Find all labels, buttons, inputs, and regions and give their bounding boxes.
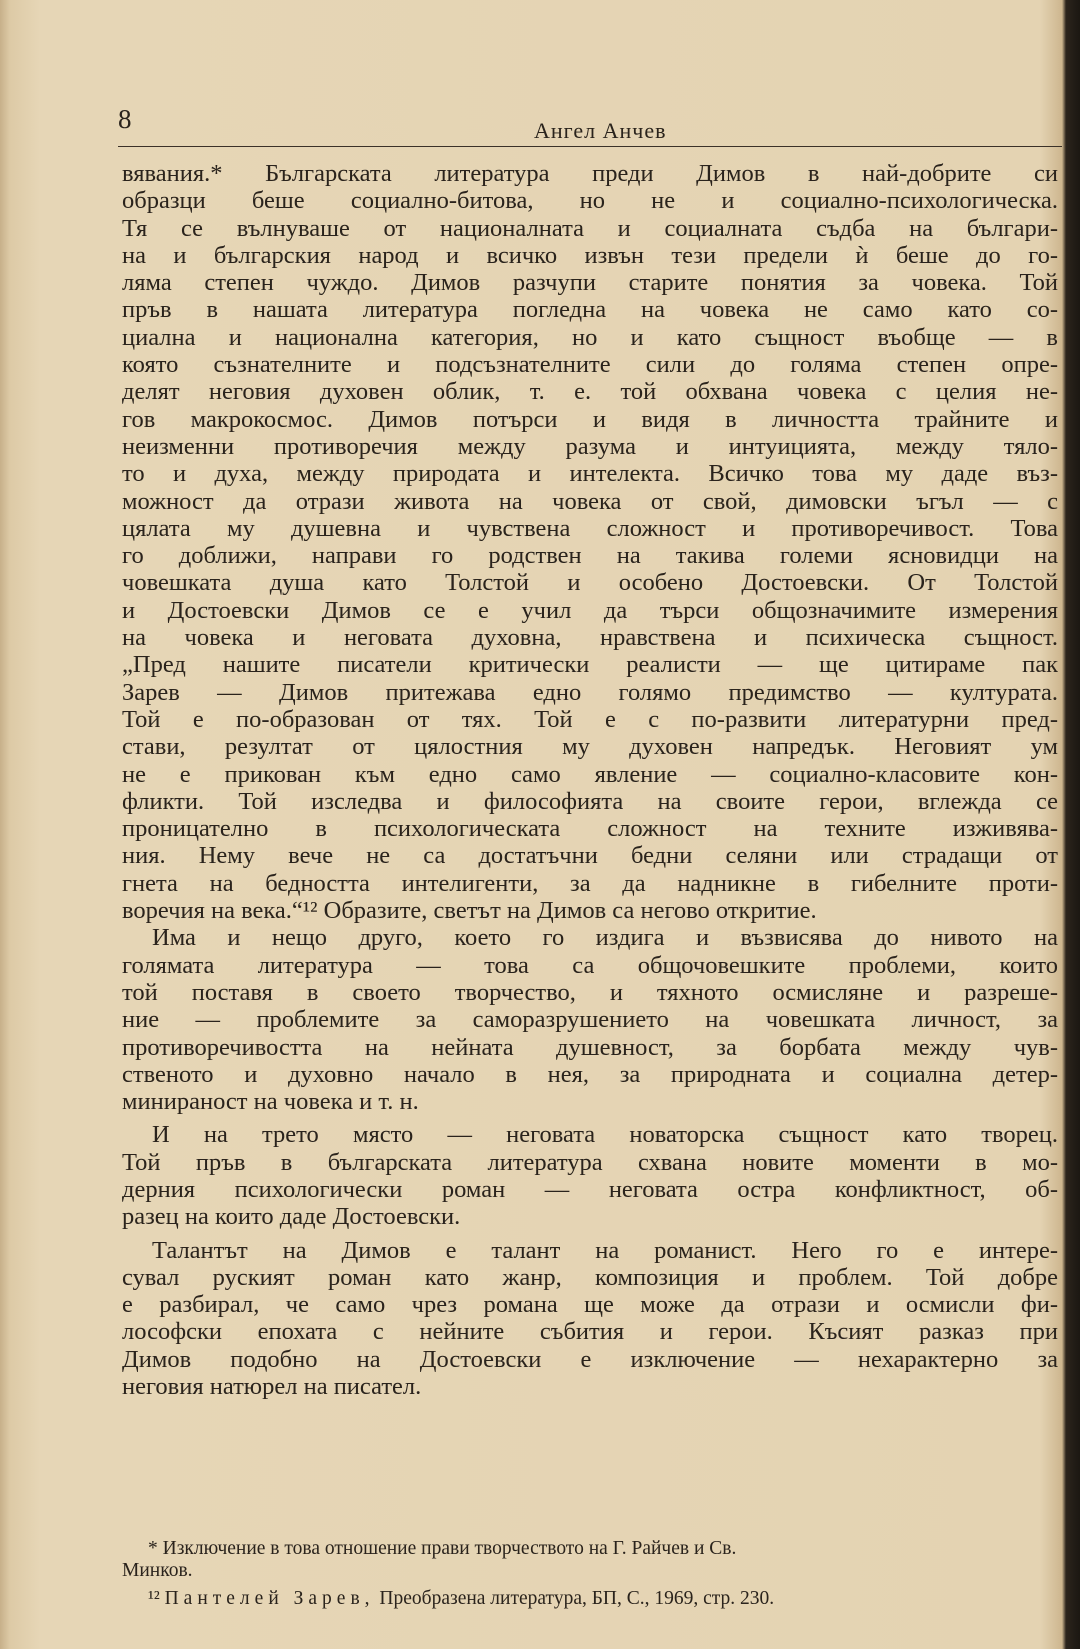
text-line: можност да отрази живота на човека от свой, димовски ъгъл — с [122,487,1058,515]
text-line: ние — проблемите за саморазрушението на човешката личност, за [122,1006,1058,1034]
text-line: гов макрокосмос. Димов потърси и видя в личността трайните и [122,405,1058,433]
text-line: неговия натюрел на писател. [122,1373,422,1401]
footnote-marker: ¹² [148,1588,160,1609]
text-line: Зарев — Димов притежава едно голямо предимство — културата. [122,678,1058,706]
footnote-12 [122,1588,1058,1610]
text-line: Талантът на Димов е талант на романист. Него го е интере- [152,1236,1058,1264]
text-line: която съзнателните и подсъзнателните сили до голяма степен опре- [122,351,1058,379]
text-line: ляма степен чуждо. Димов разчупи старите понятия за човека. Той [122,269,1058,297]
text-line: стави, резултат от цялостния му духовен напредък. Неговият ум [122,733,1058,761]
footnote-1-continued: Минков. [122,1560,193,1581]
text-line: той поставя в своето творчество, и тяхното осмисляне и разреше- [122,978,1058,1006]
text-line: противоречивостта на нейната душевност, за борбата между чув- [122,1033,1058,1061]
text-line: ственото и духовно начало в нея, за природната и социална детер- [122,1060,1058,1088]
text-line: дерния психологически роман — неговата остра конфликтност, об- [122,1175,1058,1203]
text-line: Има и нещо друго, което го издига и възвисява до нивото на [152,924,1058,952]
text-line: го доближи, направи го родствен на такива големи ясновидци на [122,542,1058,570]
text-line: разец на които даде Достоевски. [122,1203,461,1231]
body-text [122,160,1058,1400]
text-line: човешката душа като Толстой и особено Достоевски. От Толстой [122,569,1058,597]
text-line: на и българския народ и всичко извън тези предели ѝ беше до го- [122,241,1058,269]
text-line: Той пръв в българската литература схвана новите моменти в мо- [122,1148,1058,1176]
footnote-author: Пантелей Зарев, [164,1588,375,1609]
footnote-source: Преобразена литература, БП, С., 1969, стр. 230. [379,1588,775,1609]
header-rule [118,146,1062,147]
text-line: фликти. Той изследва и философията на своите герои, вглежда се [122,787,1058,815]
text-line: И на трето място — неговата новаторска същност като творец. [152,1121,1058,1149]
text-line: „Пред нашите писатели критически реалисти — ще цитираме пак [122,651,1058,679]
text-line: минираност на човека и т. н. [122,1088,419,1116]
footnotes [122,1538,1058,1610]
text-line: неизменни противоречия между разума и интуицията, между тяло- [122,432,1058,460]
text-line: на човека и неговата духовна, нравствена и психическа същност. [122,624,1058,652]
footnote-1: * Изключение в това отношение прави творчеството на Г. Райчев и Св. [148,1538,737,1559]
text-line: ния. Нему вече не са достатъчни бедни селяни или страдащи от [122,842,1058,870]
text-line: е разбирал, че само чрез романа ще може да отрази и осмисли фи- [122,1291,1058,1319]
text-line: сувал руският роман като жанр, композиция и проблем. Той добре [122,1263,1058,1291]
text-line: Тя се вълнуваше от националната и социалната съдба на българи- [122,214,1058,242]
text-line: воречия на века.“¹² Образите, светът на Димов са негово откритие. [122,897,817,925]
text-line: образци беше социално-битова, но не и социално-психологическа. [122,187,1058,215]
text-line: циална и национална категория, но и като същност въобще — в [122,323,1058,351]
text-line: лософски епохата с нейните събития и герои. Късият разказ при [122,1318,1058,1346]
text-line: цялата му душевна и чувствена сложност и противоречивост. Това [122,514,1058,542]
text-line: вявания.* Българската литература преди Димов в най-добрите си [122,160,1058,187]
text-line: проницателно в психологическата сложност на техните изживява- [122,815,1058,843]
text-line: Димов подобно на Достоевски е изключение — нехарактерно за [122,1345,1058,1373]
text-line: пръв в нашата литература погледна на човека не само като со- [122,296,1058,324]
text-line: голямата литература — това са общочовешките проблеми, които [122,951,1058,979]
text-line: Той е по-образован от тях. Той е с по-развити литературни пред- [122,705,1058,733]
page-number: 8 [118,104,132,134]
text-line: и Достоевски Димов се е учил да търси общозначимите измерения [122,596,1058,624]
text-line: делят неговия духовен облик, т. е. той обхвана човека с целия не- [122,378,1058,406]
text-line: гнета на бедността интелигенти, за да надникне в гибелните проти- [122,869,1058,897]
running-head: Ангел Анчев [534,118,667,143]
text-line: не е прикован към едно само явление — социално-класовите кон- [122,760,1058,788]
text-line: то и духа, между природата и интелекта. Всичко това му даде въз- [122,460,1058,488]
